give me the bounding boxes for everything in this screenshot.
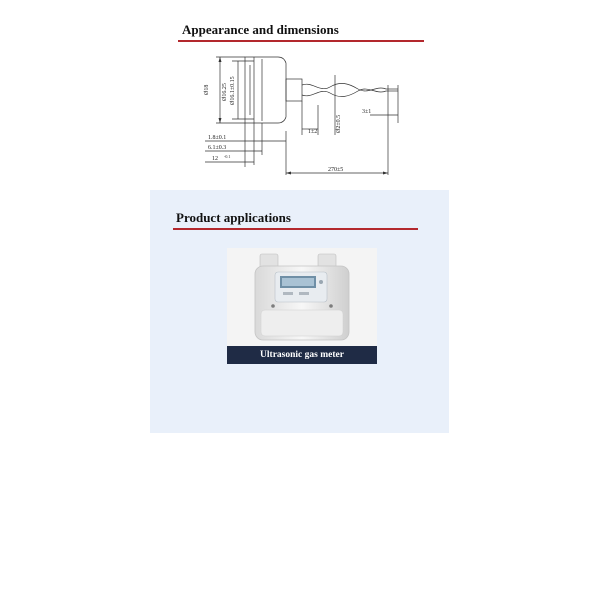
gas-meter-photo	[227, 248, 377, 348]
gas-meter-illustration	[227, 248, 377, 348]
applications-title-rule	[173, 228, 418, 230]
label-inner-dia: Ø16.1±0.15	[230, 76, 236, 105]
gas-meter-caption: Ultrasonic gas meter	[227, 346, 377, 364]
label-length-1-8: 1.8±0.1	[208, 135, 227, 141]
label-mid-dia: Ø16.25	[222, 83, 228, 101]
applications-title: Product applications	[176, 210, 291, 225]
label-length-6-1: 6.1±0.3	[208, 145, 227, 151]
label-cable-length: 270±5	[328, 167, 344, 173]
label-length-12: 12	[212, 156, 218, 162]
label-step: 1±2	[308, 129, 318, 135]
label-strip: 3±1	[362, 109, 372, 115]
dimension-drawing	[150, 45, 450, 185]
dimensions-title: Appearance and dimensions	[182, 22, 339, 37]
label-length-12-tol: -0.1	[224, 154, 231, 159]
dimensions-title-rule	[178, 40, 424, 42]
label-outer-dia: Ø18	[204, 84, 210, 95]
label-wire-dia: Ø2±0.5	[336, 114, 342, 133]
